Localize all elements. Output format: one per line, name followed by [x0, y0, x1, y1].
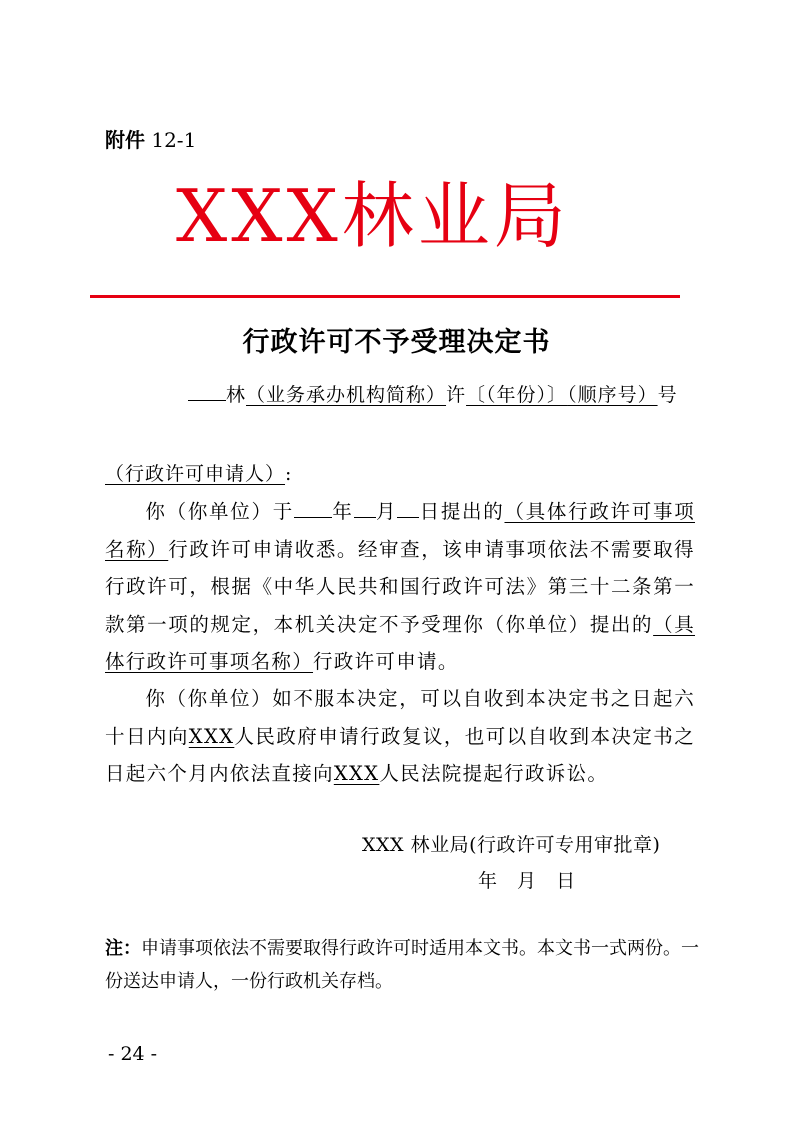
signature-date: 年 月 日 [478, 870, 576, 892]
recipient-line [105, 459, 292, 486]
page-number: - 24 - [108, 1043, 158, 1065]
para2-text-1: 你（你单位）如不服本决定，可以自收到本决定书之日起六十日内向 [105, 687, 695, 748]
month-blank [354, 499, 376, 518]
red-divider [90, 295, 680, 298]
footnote [105, 932, 705, 998]
para1-text-3: 行政许可申请。 [313, 650, 459, 673]
note-label: 注： [105, 938, 141, 959]
paragraph-appeal [105, 680, 695, 793]
para1-ri: 日提出的 [419, 500, 505, 523]
document-number-seq: （顺序号） [567, 384, 658, 406]
document-number [188, 380, 678, 407]
year-blank [294, 499, 332, 518]
document-number-xu: 许 [446, 384, 467, 406]
document-number-blank [188, 382, 226, 401]
agency-title: XXX林业局 [176, 174, 570, 258]
para2-gov: XXX [188, 724, 235, 748]
document-number-hao: 号 [657, 384, 678, 406]
para1-nian: 年 [331, 500, 354, 523]
para1-text-2: 行政许可申请收悉。经审查，该申请事项依法不需要取得行政许可，根据《中华人民共和国行政许可法》第三十二条第一款第一项的规定，本机关决定不予受理你（你单位）提出的 [105, 537, 695, 636]
para1-text-1: 你（你单位）于 [145, 500, 294, 523]
para2-text-3: 人民法院提起行政诉讼。 [379, 762, 609, 785]
para1-item-name: （具体行政许可事项名称） [105, 500, 695, 561]
document-title: 行政许可不予受理决定书 [242, 327, 551, 358]
day-blank [397, 499, 419, 518]
attachment-word: 附件 [105, 128, 145, 152]
attachment-label [105, 124, 196, 153]
para2-text-2: 人民政府申请行政复议，也可以自收到本决定书之日起六个月内依法直接向 [105, 724, 695, 785]
para1-item-name-2: （具体行政许可事项名称） [105, 612, 695, 673]
document-number-lin: 林 [226, 384, 247, 406]
recipient-colon: : [285, 463, 293, 485]
signature-org: XXX 林业局(行政许可专用审批章) [362, 834, 661, 856]
para1-yue: 月 [375, 500, 398, 523]
recipient-name: （行政许可申请人） [105, 463, 286, 485]
note-text: 申请事项依法不需要取得行政许可时适用本文书。本文书一式两份。一份送达申请人，一份行政机关存档。 [105, 938, 699, 992]
para2-court: XXX [333, 762, 380, 785]
paragraph-decision [105, 493, 695, 681]
attachment-number: 12-1 [151, 128, 197, 152]
document-number-year: 〔（年份）〕 [466, 384, 568, 406]
document-number-org: （业务承办机构简称） [246, 384, 447, 406]
